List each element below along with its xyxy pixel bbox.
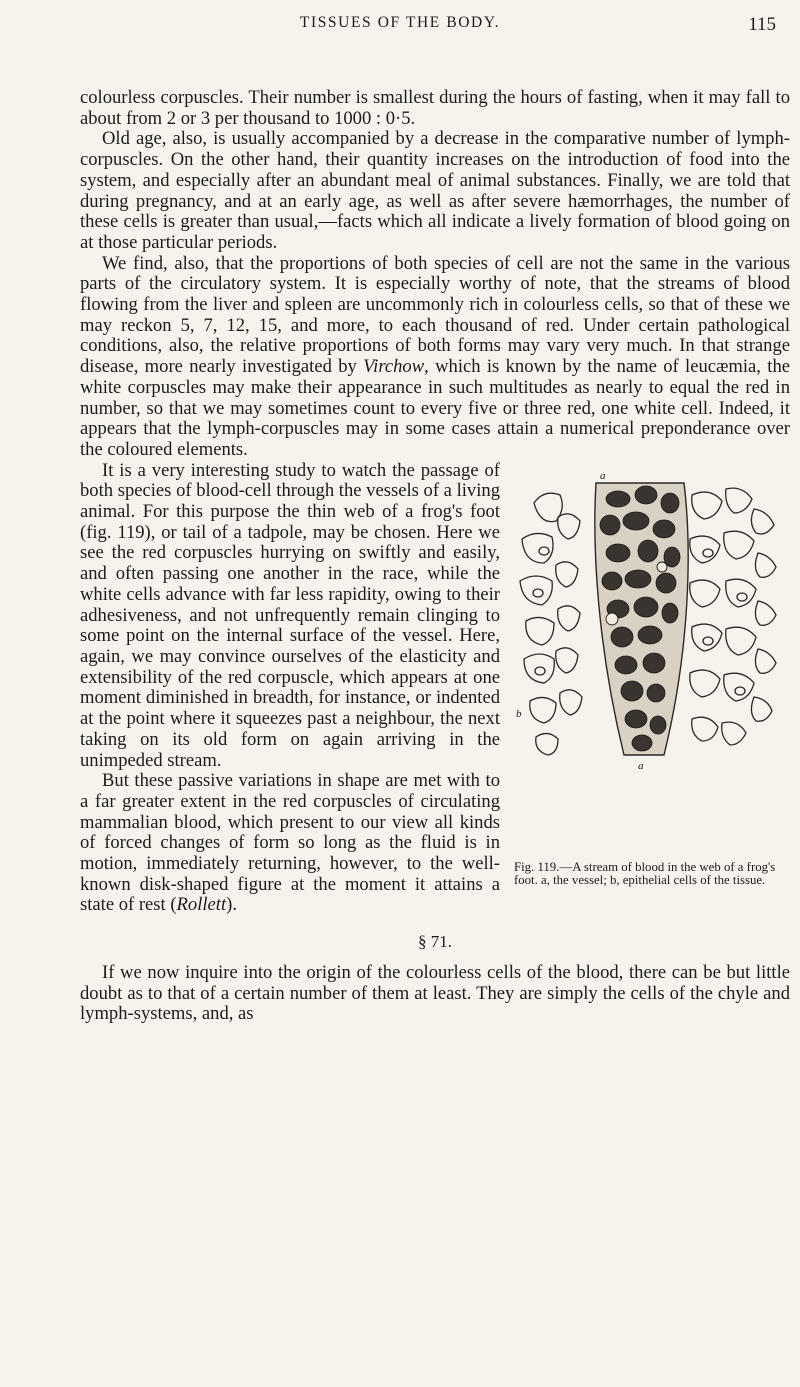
paragraph-2: Old age, also, is usually accompanied by a decrease in the comparative number of lymph-corpuscles. On the other hand, their quantity increases on the introduction of food into the system, and especially after an abundant meal of animal substances. Finally, we are told that during pregnancy, and at an early age, as well as after severe hæmorrhages, the number of these cells is greater than usual,—facts which all indicate a lively formation of blood going on at those particular periods. bbox=[80, 128, 790, 253]
figure-number: Fig. 119. bbox=[514, 859, 560, 874]
paragraph-5-text-a: But these passive variations in shape are met with to a far greater extent in the red corpuscles of circulating mammalian blood, which present to our view all kinds of forced changes of form so long as the fluid is in motion, immediately returning, however, to the well-known disk-shaped figure at the moment it attains a state of rest ( bbox=[80, 770, 500, 916]
blood-stream-illustration bbox=[514, 469, 790, 859]
figure-label-a-bottom: a bbox=[638, 759, 644, 772]
figure-caption bbox=[514, 861, 790, 887]
page-number: 115 bbox=[748, 14, 776, 35]
figure-label-b: b bbox=[516, 707, 522, 720]
paragraph-3-text-b: , which is known by the name of leucæmia, the white corpuscles may make their appearance in such multitudes as nearly to equal the red in number, so that we may sometimes count to every five or three red, one white cell. Indeed, it appears that the lymph-corpuscles may in some cases attain a numerical preponderance over the coloured elements. bbox=[80, 356, 790, 460]
paragraph-5-text-b: ). bbox=[226, 894, 237, 916]
paragraph-4: It is a very interesting study to watch the passage of both species of blood-cell through the vessels of a living animal. For this purpose the thin web of a frog's foot (fig. 119), or tail of a tadpole, may be chosen. Here we see the red corpuscles hurrying on swiftly and easily, and often passing one another in the race, while the white cells advance with far less rapidity, owing to their adhesiveness, and not unfrequently remain clinging to some point on the internal surface of the vessel. Here, again, we may convince ourselves of the elasticity and extensibility of the red corpuscle, which appears at one moment diminished in breadth, for instance, or indented at the point where it squeezes past a neighbour, the next taking on its old form on again arriving in the unimpeded stream. bbox=[80, 459, 500, 771]
figure-label-a-top: a bbox=[600, 469, 606, 482]
paragraph-1: colourless corpuscles. Their number is smallest during the hours of fasting, when it may fall to about from 2 or 3 per thousand to 1000 : 0·5. bbox=[80, 87, 790, 129]
author-name-virchow: Virchow bbox=[363, 356, 425, 378]
paragraph-3 bbox=[80, 254, 790, 461]
body-text bbox=[80, 88, 790, 1025]
paragraph-3-text-a: We find, also, that the proportions of both species of cell are not the same in the various parts of the circulatory system. It is especially worthy of note, that the streams of blood flowing from the liver and spleen are uncommonly rich in colourless cells, so that of these we may reckon 5, 7, 12, 15, and more, to each thousand of red. Under certain pathological conditions, also, the relative proportions of both forms may vary very much. In that strange disease, more nearly investigated by bbox=[80, 252, 790, 378]
paragraph-6: If we now inquire into the origin of the colourless cells of the blood, there can be but little doubt as to that of a certain number of them at least. They are simply the cells of the chyle and lymph-systems, and, as bbox=[80, 961, 790, 1025]
figure-119 bbox=[514, 469, 790, 887]
running-head bbox=[0, 14, 800, 44]
figure-caption-text: —A stream of blood in the web of a frog's foot. a, the vessel; b, epithelial cells of the tissue. bbox=[514, 859, 776, 887]
running-title: TISSUES OF THE BODY. bbox=[299, 14, 501, 31]
section-heading: § 71. bbox=[418, 932, 452, 952]
author-name-rollett: Rollett bbox=[176, 894, 227, 916]
